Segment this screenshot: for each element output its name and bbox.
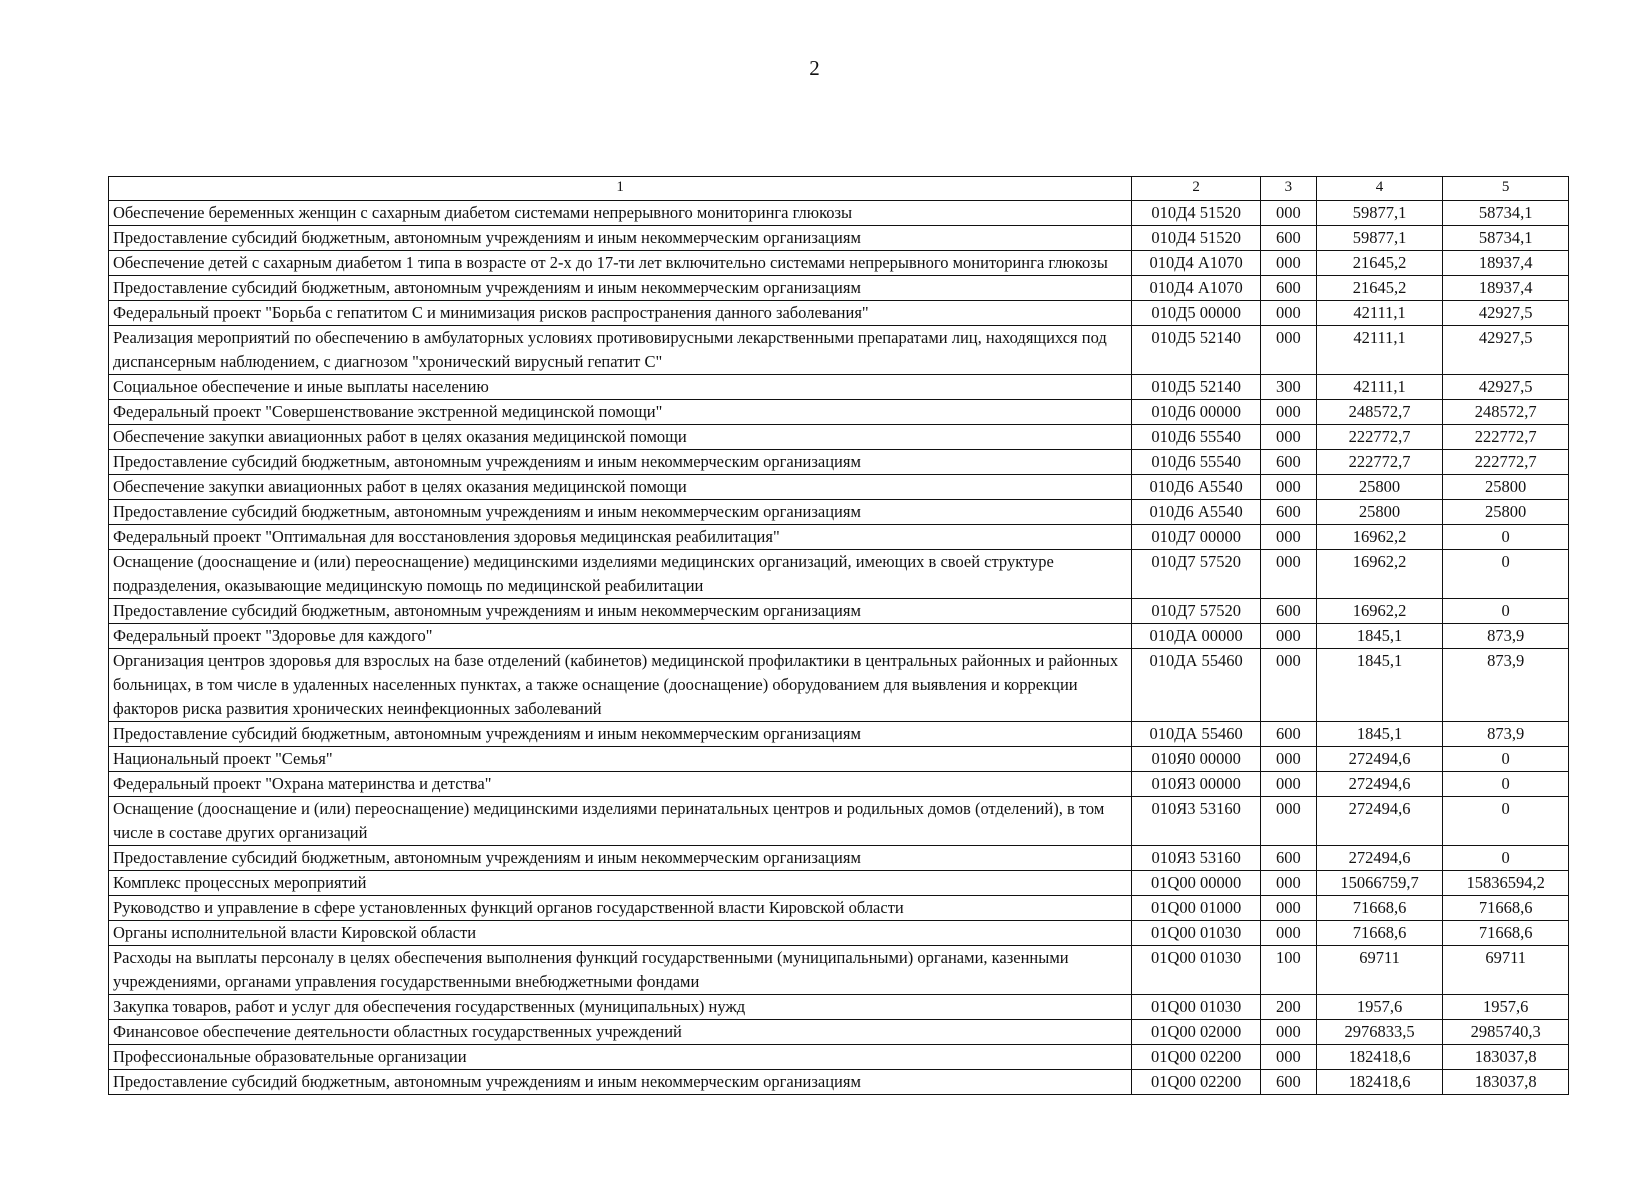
amount-col-4: 1845,1: [1316, 649, 1443, 722]
amount-col-4: 272494,6: [1316, 846, 1443, 871]
row-description: Предоставление субсидий бюджетным, автономным учреждениям и иным некоммерческим организациям: [109, 226, 1132, 251]
table-row: [109, 649, 1569, 722]
expense-type-code: 000: [1260, 301, 1316, 326]
expense-type-code: 600: [1260, 722, 1316, 747]
table-row: [109, 1045, 1569, 1070]
row-description: Предоставление субсидий бюджетным, автономным учреждениям и иным некоммерческим организациям: [109, 450, 1132, 475]
amount-col-4: 272494,6: [1316, 747, 1443, 772]
row-description: Федеральный проект "Оптимальная для восстановления здоровья медицинская реабилитация": [109, 525, 1132, 550]
column-header-2: 2: [1132, 177, 1261, 201]
row-description: Обеспечение закупки авиационных работ в целях оказания медицинской помощи: [109, 425, 1132, 450]
page-number: 2: [809, 56, 820, 80]
amount-col-5: 42927,5: [1443, 301, 1569, 326]
amount-col-4: 71668,6: [1316, 921, 1443, 946]
target-code: 010ДА 55460: [1132, 649, 1261, 722]
table-row: [109, 995, 1569, 1020]
expense-type-code: 000: [1260, 921, 1316, 946]
expense-type-code: 000: [1260, 326, 1316, 375]
amount-col-4: 59877,1: [1316, 226, 1443, 251]
table-row: [109, 624, 1569, 649]
target-code: 010Д6 55540: [1132, 450, 1261, 475]
table-row: [109, 871, 1569, 896]
expense-type-code: 000: [1260, 425, 1316, 450]
expense-type-code: 000: [1260, 747, 1316, 772]
table-row: [109, 846, 1569, 871]
amount-col-4: 1845,1: [1316, 624, 1443, 649]
target-code: 01Q00 02200: [1132, 1070, 1261, 1095]
expense-type-code: 000: [1260, 475, 1316, 500]
target-code: 010ДА 00000: [1132, 624, 1261, 649]
table-row: [109, 722, 1569, 747]
amount-col-5: 25800: [1443, 475, 1569, 500]
target-code: 010ДА 55460: [1132, 722, 1261, 747]
amount-col-5: 0: [1443, 747, 1569, 772]
expense-type-code: 000: [1260, 649, 1316, 722]
amount-col-5: 69711: [1443, 946, 1569, 995]
amount-col-5: 18937,4: [1443, 251, 1569, 276]
amount-col-4: 71668,6: [1316, 896, 1443, 921]
table-row: [109, 896, 1569, 921]
target-code: 01Q00 01030: [1132, 995, 1261, 1020]
expense-type-code: 600: [1260, 226, 1316, 251]
column-header-4: 4: [1316, 177, 1443, 201]
amount-col-4: 248572,7: [1316, 400, 1443, 425]
amount-col-4: 42111,1: [1316, 301, 1443, 326]
row-description: Обеспечение детей с сахарным диабетом 1 типа в возрасте от 2-х до 17-ти лет включительно системами непрерывного мониторинга глюкозы: [109, 251, 1132, 276]
target-code: 010Д4 51520: [1132, 201, 1261, 226]
amount-col-4: 69711: [1316, 946, 1443, 995]
amount-col-5: 248572,7: [1443, 400, 1569, 425]
table-row: [109, 550, 1569, 599]
row-description: Предоставление субсидий бюджетным, автономным учреждениям и иным некоммерческим организациям: [109, 1070, 1132, 1095]
budget-table: [108, 176, 1569, 1095]
amount-col-4: 42111,1: [1316, 375, 1443, 400]
amount-col-4: 25800: [1316, 475, 1443, 500]
target-code: 010Д5 52140: [1132, 375, 1261, 400]
amount-col-4: 59877,1: [1316, 201, 1443, 226]
expense-type-code: 600: [1260, 276, 1316, 301]
table-row: [109, 921, 1569, 946]
target-code: 010Д6 А5540: [1132, 475, 1261, 500]
target-code: 010Д5 52140: [1132, 326, 1261, 375]
row-description: Обеспечение закупки авиационных работ в целях оказания медицинской помощи: [109, 475, 1132, 500]
target-code: 01Q00 01030: [1132, 921, 1261, 946]
amount-col-5: 42927,5: [1443, 375, 1569, 400]
amount-col-5: 58734,1: [1443, 226, 1569, 251]
target-code: 010Я3 53160: [1132, 797, 1261, 846]
amount-col-5: 0: [1443, 797, 1569, 846]
expense-type-code: 000: [1260, 1045, 1316, 1070]
table-row: [109, 301, 1569, 326]
amount-col-5: 15836594,2: [1443, 871, 1569, 896]
column-header-5: 5: [1443, 177, 1569, 201]
amount-col-5: 0: [1443, 525, 1569, 550]
column-header-1: 1: [109, 177, 1132, 201]
amount-col-5: 0: [1443, 772, 1569, 797]
row-description: Предоставление субсидий бюджетным, автономным учреждениям и иным некоммерческим организациям: [109, 500, 1132, 525]
row-description: Реализация мероприятий по обеспечению в амбулаторных условиях противовирусными лекарственными препаратами лиц, находящихся под диспансерным наблюдением, с диагнозом "хронический вирусный гепатит С": [109, 326, 1132, 375]
amount-col-5: 42927,5: [1443, 326, 1569, 375]
table-row: [109, 251, 1569, 276]
table-row: [109, 400, 1569, 425]
row-description: Социальное обеспечение и иные выплаты населению: [109, 375, 1132, 400]
expense-type-code: 000: [1260, 772, 1316, 797]
row-description: Расходы на выплаты персоналу в целях обеспечения выполнения функций государственными (муниципальными) органами, казенными учреждениями, органами управления государственными внебюджетными фондами: [109, 946, 1132, 995]
row-description: Организация центров здоровья для взрослых на базе отделений (кабинетов) медицинской профилактики в центральных районных и районных больницах, в том числе в удаленных населенных пунктах, а также оснащение (дооснащение) оборудованием для выявления и коррекции факторов риска развития хронических неинфекционных заболеваний: [109, 649, 1132, 722]
amount-col-5: 0: [1443, 599, 1569, 624]
amount-col-4: 222772,7: [1316, 450, 1443, 475]
amount-col-4: 2976833,5: [1316, 1020, 1443, 1045]
target-code: 010Я3 53160: [1132, 846, 1261, 871]
expense-type-code: 000: [1260, 1020, 1316, 1045]
amount-col-5: 222772,7: [1443, 450, 1569, 475]
expense-type-code: 300: [1260, 375, 1316, 400]
row-description: Финансовое обеспечение деятельности областных государственных учреждений: [109, 1020, 1132, 1045]
table-row: [109, 226, 1569, 251]
table-row: [109, 201, 1569, 226]
row-description: Предоставление субсидий бюджетным, автономным учреждениям и иным некоммерческим организациям: [109, 722, 1132, 747]
expense-type-code: 600: [1260, 1070, 1316, 1095]
target-code: 01Q00 01030: [1132, 946, 1261, 995]
target-code: 010Д4 А1070: [1132, 276, 1261, 301]
row-description: Федеральный проект "Здоровье для каждого": [109, 624, 1132, 649]
expense-type-code: 000: [1260, 871, 1316, 896]
amount-col-4: 272494,6: [1316, 797, 1443, 846]
expense-type-code: 200: [1260, 995, 1316, 1020]
row-description: Национальный проект "Семья": [109, 747, 1132, 772]
expense-type-code: 000: [1260, 525, 1316, 550]
target-code: 010Я0 00000: [1132, 747, 1261, 772]
amount-col-4: 1845,1: [1316, 722, 1443, 747]
table-row: [109, 450, 1569, 475]
amount-col-5: 873,9: [1443, 624, 1569, 649]
amount-col-4: 16962,2: [1316, 525, 1443, 550]
amount-col-4: 182418,6: [1316, 1045, 1443, 1070]
expense-type-code: 100: [1260, 946, 1316, 995]
target-code: 01Q00 02200: [1132, 1045, 1261, 1070]
amount-col-5: 873,9: [1443, 722, 1569, 747]
table-row: [109, 276, 1569, 301]
table-row: [109, 375, 1569, 400]
expense-type-code: 000: [1260, 251, 1316, 276]
target-code: 010Д6 00000: [1132, 400, 1261, 425]
table-header-row: [109, 177, 1569, 201]
expense-type-code: 000: [1260, 896, 1316, 921]
amount-col-5: 71668,6: [1443, 896, 1569, 921]
amount-col-5: 1957,6: [1443, 995, 1569, 1020]
table-row: [109, 747, 1569, 772]
table-row: [109, 500, 1569, 525]
table-row: [109, 1070, 1569, 1095]
expense-type-code: 000: [1260, 400, 1316, 425]
amount-col-5: 873,9: [1443, 649, 1569, 722]
amount-col-4: 21645,2: [1316, 251, 1443, 276]
expense-type-code: 600: [1260, 500, 1316, 525]
target-code: 010Д7 57520: [1132, 599, 1261, 624]
amount-col-5: 18937,4: [1443, 276, 1569, 301]
table-row: [109, 425, 1569, 450]
table-row: [109, 475, 1569, 500]
amount-col-4: 42111,1: [1316, 326, 1443, 375]
expense-type-code: 000: [1260, 201, 1316, 226]
row-description: Комплекс процессных мероприятий: [109, 871, 1132, 896]
expense-type-code: 000: [1260, 624, 1316, 649]
row-description: Предоставление субсидий бюджетным, автономным учреждениям и иным некоммерческим организациям: [109, 846, 1132, 871]
row-description: Федеральный проект "Борьба с гепатитом С и минимизация рисков распространения данного заболевания": [109, 301, 1132, 326]
row-description: Закупка товаров, работ и услуг для обеспечения государственных (муниципальных) нужд: [109, 995, 1132, 1020]
table-row: [109, 797, 1569, 846]
target-code: 01Q00 00000: [1132, 871, 1261, 896]
amount-col-4: 15066759,7: [1316, 871, 1443, 896]
row-description: Предоставление субсидий бюджетным, автономным учреждениям и иным некоммерческим организациям: [109, 599, 1132, 624]
amount-col-5: 58734,1: [1443, 201, 1569, 226]
table-row: [109, 1020, 1569, 1045]
expense-type-code: 600: [1260, 846, 1316, 871]
amount-col-4: 1957,6: [1316, 995, 1443, 1020]
expense-type-code: 600: [1260, 450, 1316, 475]
table-row: [109, 599, 1569, 624]
table-row: [109, 772, 1569, 797]
row-description: Органы исполнительной власти Кировской области: [109, 921, 1132, 946]
row-description: Оснащение (дооснащение и (или) переоснащение) медицинскими изделиями медицинских организаций, имеющих в своей структуре подразделения, оказывающие медицинскую помощь по медицинской реабилитации: [109, 550, 1132, 599]
target-code: 01Q00 01000: [1132, 896, 1261, 921]
amount-col-5: 183037,8: [1443, 1070, 1569, 1095]
target-code: 010Д6 А5540: [1132, 500, 1261, 525]
amount-col-4: 25800: [1316, 500, 1443, 525]
row-description: Руководство и управление в сфере установленных функций органов государственной власти Кировской области: [109, 896, 1132, 921]
expense-type-code: 000: [1260, 797, 1316, 846]
row-description: Федеральный проект "Охрана материнства и детства": [109, 772, 1132, 797]
target-code: 010Д4 А1070: [1132, 251, 1261, 276]
expense-type-code: 600: [1260, 599, 1316, 624]
row-description: Профессиональные образовательные организации: [109, 1045, 1132, 1070]
amount-col-4: 21645,2: [1316, 276, 1443, 301]
target-code: 010Д4 51520: [1132, 226, 1261, 251]
amount-col-5: 0: [1443, 550, 1569, 599]
column-header-3: 3: [1260, 177, 1316, 201]
table-row: [109, 946, 1569, 995]
row-description: Оснащение (дооснащение и (или) переоснащение) медицинскими изделиями перинатальных центров и родильных домов (отделений), в том числе в составе других организаций: [109, 797, 1132, 846]
target-code: 01Q00 02000: [1132, 1020, 1261, 1045]
amount-col-4: 16962,2: [1316, 599, 1443, 624]
amount-col-5: 2985740,3: [1443, 1020, 1569, 1045]
row-description: Предоставление субсидий бюджетным, автономным учреждениям и иным некоммерческим организациям: [109, 276, 1132, 301]
target-code: 010Д7 00000: [1132, 525, 1261, 550]
table-row: [109, 326, 1569, 375]
expense-type-code: 000: [1260, 550, 1316, 599]
amount-col-5: 0: [1443, 846, 1569, 871]
amount-col-5: 183037,8: [1443, 1045, 1569, 1070]
target-code: 010Д7 57520: [1132, 550, 1261, 599]
amount-col-4: 182418,6: [1316, 1070, 1443, 1095]
target-code: 010Д5 00000: [1132, 301, 1261, 326]
amount-col-5: 25800: [1443, 500, 1569, 525]
target-code: 010Д6 55540: [1132, 425, 1261, 450]
table-body: [109, 201, 1569, 1095]
amount-col-4: 222772,7: [1316, 425, 1443, 450]
table-row: [109, 525, 1569, 550]
amount-col-5: 222772,7: [1443, 425, 1569, 450]
amount-col-4: 272494,6: [1316, 772, 1443, 797]
amount-col-4: 16962,2: [1316, 550, 1443, 599]
target-code: 010Я3 00000: [1132, 772, 1261, 797]
row-description: Федеральный проект "Совершенствование экстренной медицинской помощи": [109, 400, 1132, 425]
row-description: Обеспечение беременных женщин с сахарным диабетом системами непрерывного мониторинга глюкозы: [109, 201, 1132, 226]
amount-col-5: 71668,6: [1443, 921, 1569, 946]
